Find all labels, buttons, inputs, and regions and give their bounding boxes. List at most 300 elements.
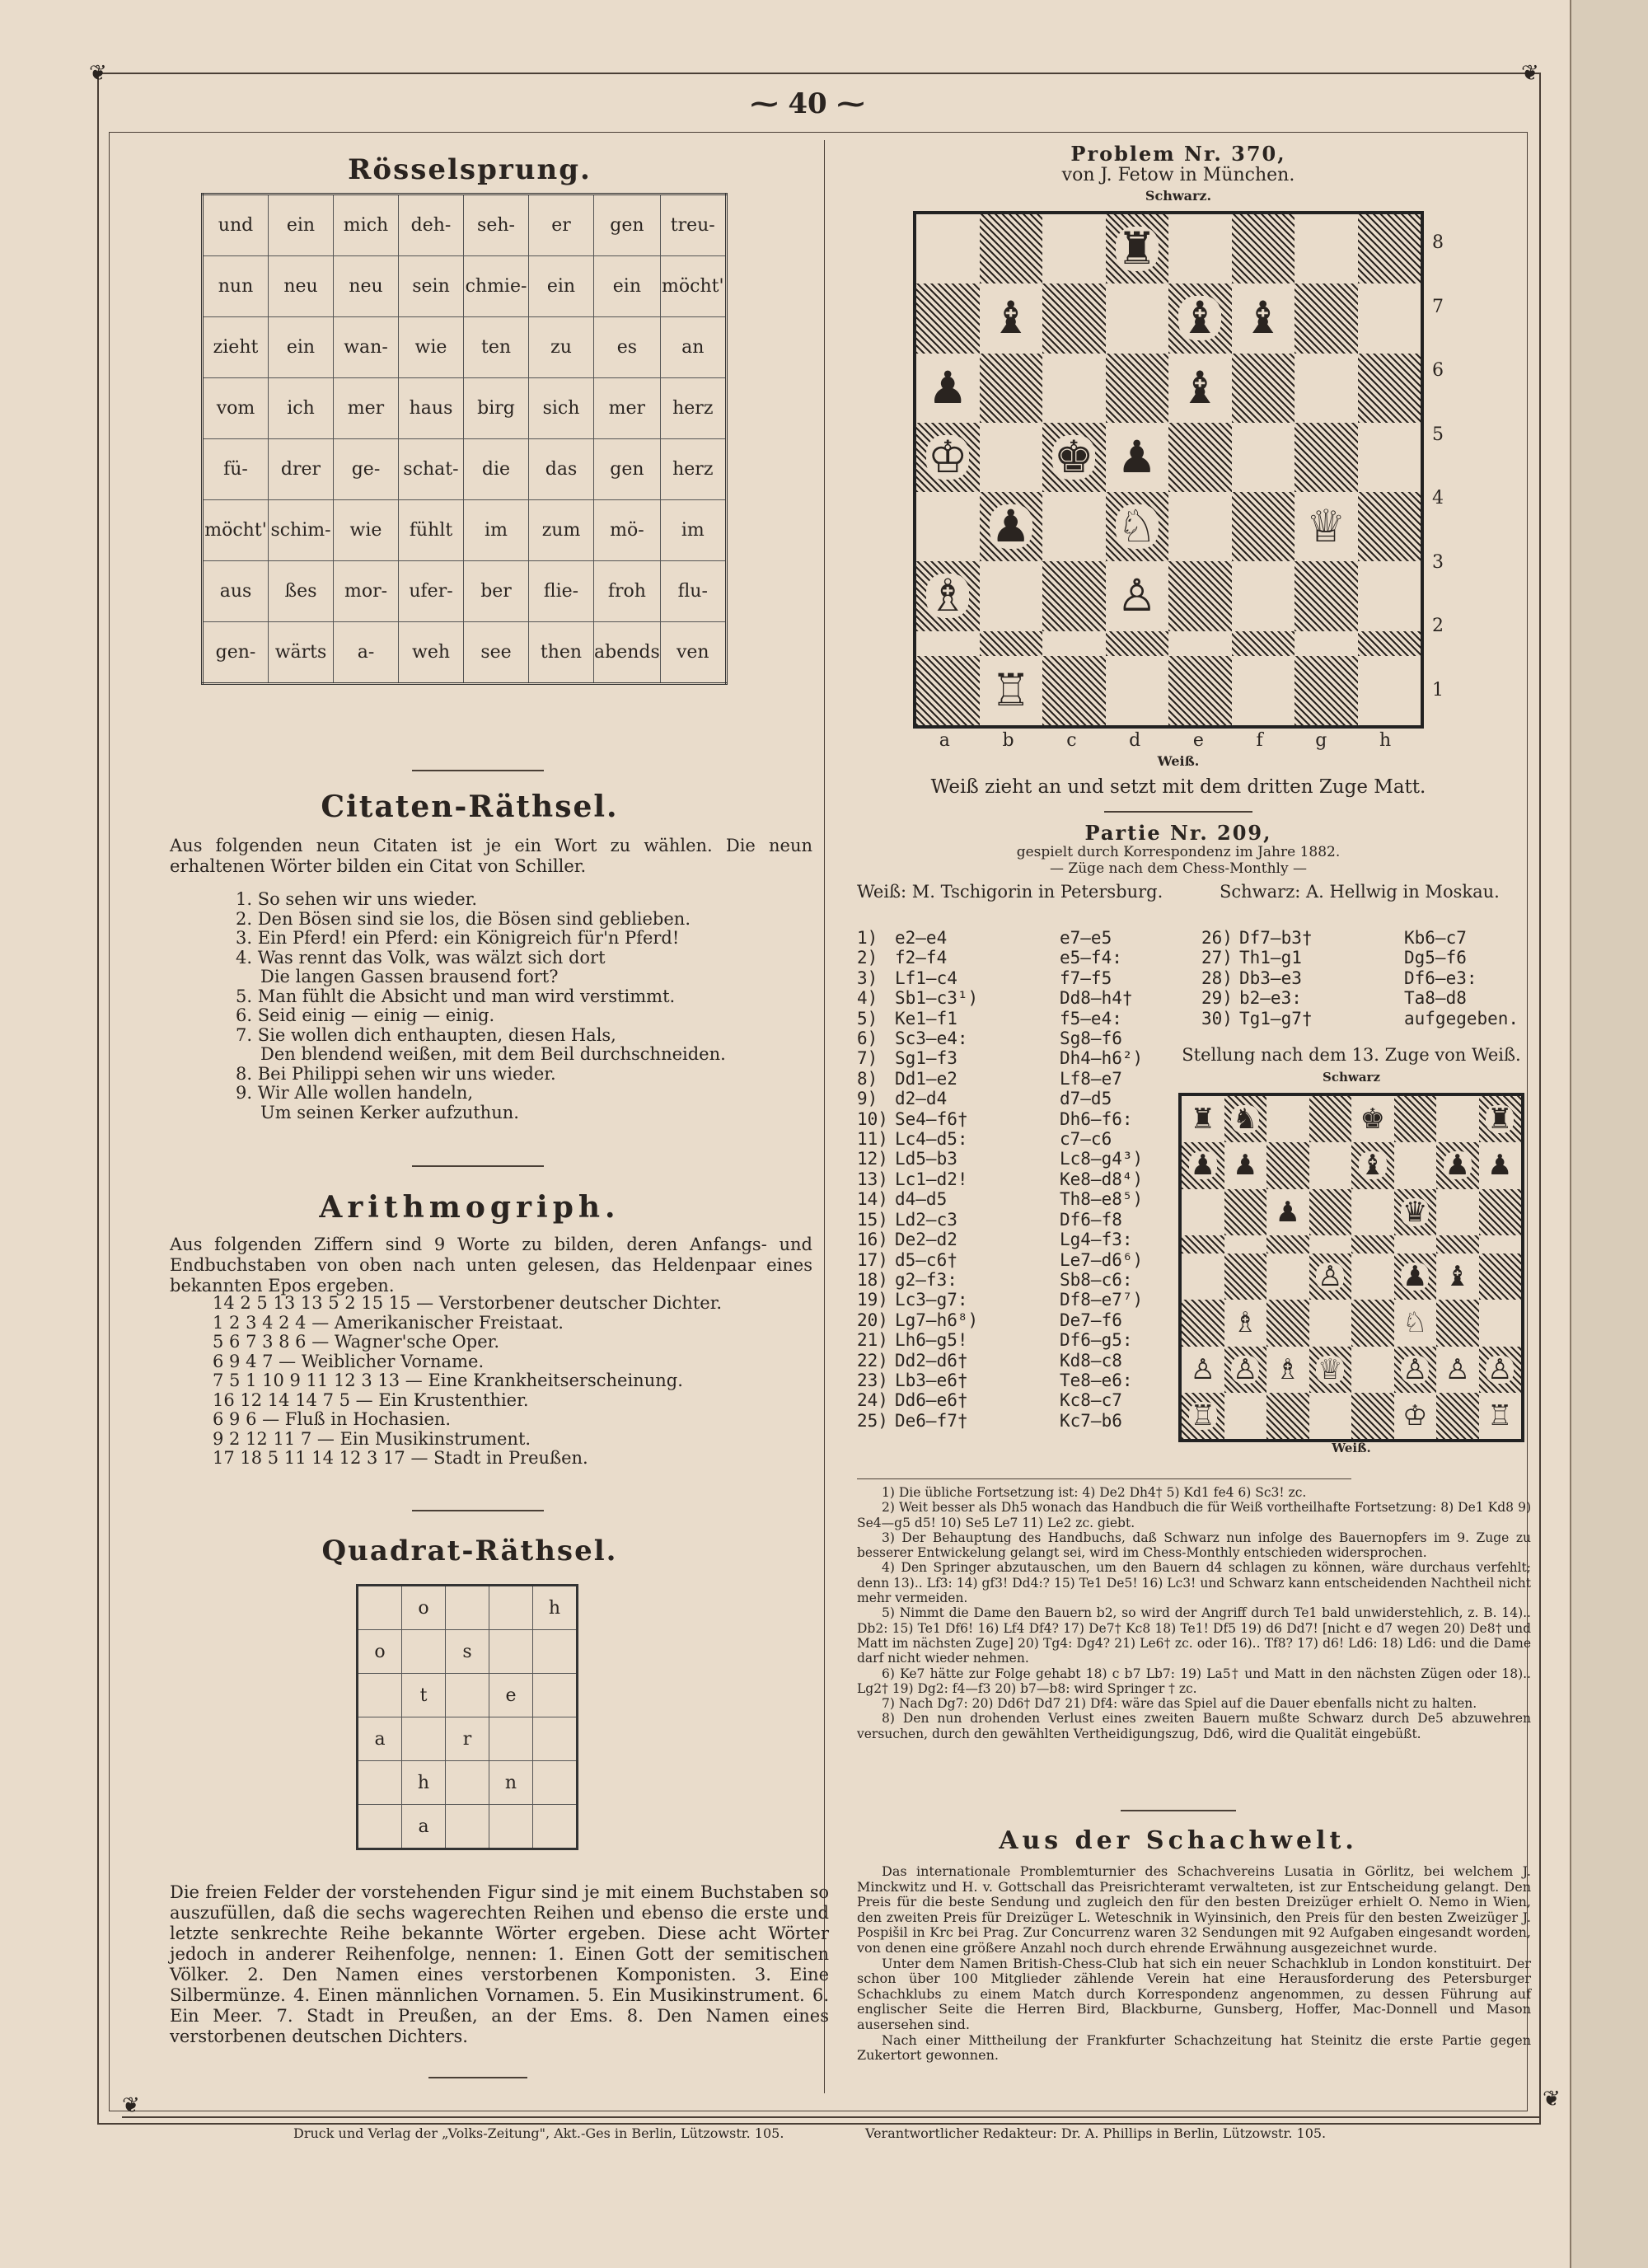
move-row (1201, 928, 1531, 948)
quad-cell: r (446, 1717, 489, 1761)
move-number: 3) (857, 968, 878, 988)
list-line: 8. Bei Philippi sehen wir uns wieder. (236, 1063, 556, 1084)
black-move: De7—f6 (1060, 1310, 1122, 1330)
chess-piece-icon: ♗ (1233, 1306, 1258, 1340)
footnote-item: 4) Den Springer abzutauschen, um den Bauern d4 schlagen zu können, wäre durchaus verfehlt; denn 13).. Lf3: 14) gf3! Dd4:? 15) Te1 De5! 16) Lc3! und Schwarz kann entscheidenden Nachtheil nicht mehr vermeiden. (857, 1560, 1531, 1606)
white-move: d4—d5 (895, 1189, 948, 1210)
board-square (1106, 492, 1169, 561)
footnote-item: 7) Nach Dg7: 20) Dd6† Dd7 21) Df4: wäre das Spiel auf die Dauer ebenfalls nicht zu halten. (882, 1696, 1477, 1712)
problem-caption: Weiß zieht an und setzt mit dem dritten Zuge Matt. (930, 776, 1426, 798)
list-line: 3. Ein Pferd! ein Pferd: ein Königreich für'n Pferd! (236, 928, 680, 948)
grid-cell: mer (334, 378, 399, 439)
board-square (1295, 284, 1358, 353)
citaten-title: Citaten-Räthsel. (321, 790, 619, 824)
move-row (857, 948, 1203, 968)
board-square (1106, 214, 1169, 284)
quad-cell (446, 1586, 489, 1630)
board-square (980, 354, 1043, 423)
move-row (857, 928, 1203, 948)
schachwelt-paragraph: Nach einer Mittheilung der Frankfurter Schachzeitung hat Steinitz die erste Partie gegen Zukertort gewonnen. (857, 2031, 1531, 2064)
move-row (857, 1129, 1203, 1149)
chess-piece-icon: ♟ (928, 361, 968, 414)
chess-piece-icon: ♙ (1402, 1352, 1428, 1386)
board-square (1394, 1347, 1437, 1393)
grid-cell: aus (203, 561, 269, 622)
board-square (980, 631, 1043, 656)
move-row (857, 1250, 1203, 1270)
board-square (1182, 1096, 1224, 1142)
move-row (857, 1310, 1203, 1330)
move-row (857, 1069, 1203, 1089)
grid-cell: fühlt (399, 500, 464, 561)
grid-cell: ein (594, 256, 661, 317)
grid-cell: mer (594, 378, 661, 439)
chess-piece-icon: ♟ (990, 500, 1031, 553)
white-move: Db3—e3 (1239, 968, 1302, 988)
white-move: Sc3—e4: (895, 1029, 968, 1049)
grid-cell: wie (334, 500, 399, 561)
move-row (857, 1330, 1203, 1350)
black-move: f7—f5 (1060, 968, 1112, 988)
white-move: De6—f7† (895, 1410, 968, 1431)
quad-cell (358, 1761, 402, 1805)
board-square (1106, 423, 1169, 492)
board-square (1042, 284, 1106, 353)
rank-label: 6 (1432, 360, 1444, 382)
white-move: g2—f3: (895, 1269, 957, 1290)
rank-label: 1 (1432, 679, 1444, 701)
chess-piece-icon: ♝ (1180, 361, 1220, 414)
list-line: 7. Sie wollen dich enthaupten, diesen Hals, (236, 1024, 616, 1045)
chess-piece-icon: ♖ (1487, 1399, 1513, 1432)
grid-cell: a- (334, 622, 399, 684)
white-move: Th1—g1 (1239, 948, 1302, 968)
board-square (980, 214, 1043, 284)
citaten-intro: Aus folgenden neun Citaten ist je ein Wort zu wählen. Die neun erhaltenen Wörter bilden ein Citat von Schiller. (170, 836, 812, 876)
grid-cell: ein (269, 317, 334, 378)
board-square (1042, 492, 1106, 561)
board-square (1295, 656, 1358, 725)
move-number: 25) (857, 1410, 888, 1431)
list-line: 2. Den Bösen sind sie los, die Bösen sind geblieben. (236, 908, 691, 929)
grid-cell: seh- (464, 194, 529, 256)
arithmogriph-title: Arithmogriph. (319, 1190, 620, 1225)
grid-cell: fü- (203, 439, 269, 500)
chess-piece-icon: ♙ (1233, 1352, 1258, 1386)
grid-row (203, 500, 727, 561)
chess-piece-icon: ♜ (1117, 223, 1157, 275)
flourish-icon: ⁓ (750, 87, 779, 120)
grid-cell: gen (594, 439, 661, 500)
quad-row (358, 1717, 578, 1761)
stellung-title: Stellung nach dem 13. Zuge von Weiß. (1182, 1045, 1521, 1065)
grid-cell: möcht' (203, 500, 269, 561)
white-move: Lh6—g5! (895, 1330, 968, 1351)
board-square (1266, 1347, 1309, 1393)
board-square (1224, 1253, 1267, 1300)
chess-piece-icon: ♔ (1402, 1399, 1428, 1432)
chess-piece-icon: ♞ (1233, 1103, 1258, 1136)
board-square (1309, 1393, 1352, 1439)
chess-piece-icon: ♜ (1487, 1103, 1513, 1136)
move-row (857, 1189, 1203, 1209)
move-row (857, 1390, 1203, 1410)
grid-cell: gen- (203, 622, 269, 684)
chess-piece-icon: ♙ (1487, 1352, 1513, 1386)
grid-cell: mich (334, 194, 399, 256)
chess-piece-icon: ♗ (928, 569, 968, 622)
board-square (980, 561, 1043, 630)
grid-cell: es (594, 317, 661, 378)
quadrat-title: Quadrat-Räthsel. (321, 1535, 618, 1567)
black-move: e5—f4: (1060, 948, 1122, 968)
board-square (1436, 1300, 1479, 1346)
quad-cell (533, 1674, 578, 1717)
file-label: h (1379, 730, 1392, 751)
quadrat-text: Die freien Felder der vorstehenden Figur sind je mit einem Buchstaben so auszufüllen, daß die sechs wagerechten Reihen und ebenso die erste und letzte senkrechte Reihe bekannte Wörter ergeben. Diese acht Wörter jedoch in anderer Reihenfolge, nennen: 1. Einen Gott der semitischen Völker. 2. Den Namen eines verstorbenen Komponisten. 3. Eine Silbermünze. 4. Einen männlichen Vornamen. 5. Ein Musikinstrument. 6. Ein Meer. 7. Stadt in Preußen, an der Ems. 8. Den Namen eines verstorbenen deutschen Dichters. (170, 1882, 829, 2046)
board-square (980, 284, 1043, 353)
black-move: Dd8—h4† (1060, 988, 1133, 1009)
grid-cell: flie- (529, 561, 594, 622)
quad-cell (533, 1630, 578, 1674)
grid-cell: then (529, 622, 594, 684)
grid-cell: birg (464, 378, 529, 439)
grid-cell: treu- (660, 194, 726, 256)
board-square (1309, 1300, 1352, 1346)
move-number: 29) (1201, 988, 1233, 1009)
board-square (1106, 631, 1169, 656)
board-square (1224, 1235, 1267, 1253)
board-square (1358, 631, 1421, 656)
problem-title: Problem Nr. 370, (1070, 142, 1286, 166)
quad-row (358, 1805, 578, 1849)
grid-cell: möcht' (660, 256, 726, 317)
footnote-item: 8) Den nun drohenden Verlust eines zweiten Bauern mußte Schwarz durch De5 abzuwehren versuchen, durch den gewählten Vertheidigungszug, Dd6, wird die Qualität eingebüßt. (857, 1711, 1531, 1741)
board-square (1168, 656, 1232, 725)
move-row (857, 1109, 1203, 1129)
board-square (916, 492, 980, 561)
board-square (1106, 561, 1169, 630)
chess-piece-icon: ♙ (1117, 569, 1157, 622)
corner-ornament-icon: ❦ (122, 2093, 140, 2118)
divider (412, 770, 544, 771)
board-square (1351, 1189, 1394, 1235)
moves-list-left (857, 928, 1203, 1431)
board-square (916, 656, 980, 725)
board-square (1224, 1347, 1267, 1393)
board-square (1436, 1253, 1479, 1300)
list-line: Um seinen Kerker aufzuthun. (260, 1102, 519, 1122)
black-move: Ta8—d8 (1404, 988, 1467, 1009)
chess-piece-icon: ♝ (1180, 292, 1220, 344)
board-square (1479, 1300, 1522, 1346)
board-square (1266, 1235, 1309, 1253)
file-label: a (939, 730, 950, 751)
board-square (1182, 1253, 1224, 1300)
white-move: De2—d2 (895, 1230, 957, 1250)
move-row (857, 1149, 1203, 1169)
black-move: Df6—g5: (1060, 1330, 1133, 1351)
board-square (1042, 423, 1106, 492)
board-square (980, 423, 1043, 492)
partie-subtitle: gespielt durch Korrespondenz im Jahre 1882. (1016, 844, 1341, 860)
black-move: Kc7—b6 (1060, 1410, 1122, 1431)
citaten-list (236, 890, 812, 1122)
board-square (980, 656, 1043, 725)
file-label: f (1256, 730, 1263, 751)
footnote-item: 1) Die übliche Fortsetzung ist: 4) De2 Dh4† 5) Kd1 fe4 6) Sc3! zc. (882, 1485, 1307, 1500)
board-square (1232, 561, 1295, 630)
board-square (1309, 1189, 1352, 1235)
partie-title: Partie Nr. 209, (1084, 821, 1272, 845)
chess-piece-icon: ♚ (1360, 1103, 1385, 1136)
board-square (916, 354, 980, 423)
grid-cell: flu- (660, 561, 726, 622)
black-move: Sg8—f6 (1060, 1029, 1122, 1049)
move-number: 17) (857, 1249, 888, 1270)
black-move: d7—d5 (1060, 1089, 1112, 1109)
quad-cell (533, 1805, 578, 1849)
board-square (1168, 214, 1232, 284)
black-move: Lc8—g4³) (1060, 1149, 1144, 1169)
grid-cell: zum (529, 500, 594, 561)
black-move: Dh6—f6: (1060, 1108, 1133, 1129)
file-label: e (1192, 730, 1204, 751)
grid-cell: drer (269, 439, 334, 500)
grid-cell: deh- (399, 194, 464, 256)
quad-cell (489, 1586, 533, 1630)
move-row (1201, 1009, 1531, 1029)
move-row (857, 1169, 1203, 1189)
board-square (1351, 1235, 1394, 1253)
grid-cell: herz (660, 439, 726, 500)
footer-rule (122, 2116, 1539, 2118)
board-square (1042, 354, 1106, 423)
move-number: 10) (857, 1108, 888, 1129)
board-square (1479, 1347, 1522, 1393)
grid-cell: wan- (334, 317, 399, 378)
grid-cell: haus (399, 378, 464, 439)
white-move: e2—e4 (895, 928, 948, 948)
list-line: 6 9 4 7 — Weiblicher Vorname. (213, 1351, 485, 1371)
list-line: 16 12 14 14 7 5 — Ein Krustenthier. (213, 1389, 529, 1410)
board-square (1295, 423, 1358, 492)
move-row (857, 1351, 1203, 1371)
grid-cell: und (203, 194, 269, 256)
chess-piece-icon: ♟ (1487, 1149, 1513, 1183)
white-move: Lf1—c4 (895, 968, 957, 988)
problem-chessboard (913, 211, 1424, 729)
grid-cell: chmie- (464, 256, 529, 317)
move-number: 9) (857, 1089, 878, 1109)
board-square (1266, 1253, 1309, 1300)
list-line: Die langen Gassen brausend fort? (260, 967, 559, 986)
grid-cell: die (464, 439, 529, 500)
problem-black-label: Schwarz. (1145, 188, 1212, 204)
board-square (1182, 1235, 1224, 1253)
board-square (1042, 631, 1106, 656)
quad-cell: n (489, 1761, 533, 1805)
column-divider (824, 140, 825, 2093)
list-line: 9. Wir Alle wollen handeln, (236, 1083, 474, 1103)
chess-piece-icon: ♖ (990, 663, 1031, 716)
board-square (1232, 423, 1295, 492)
move-number: 20) (857, 1310, 888, 1330)
grid-row (203, 256, 727, 317)
grid-cell: mor- (334, 561, 399, 622)
quad-cell (446, 1761, 489, 1805)
corner-ornament-icon: ❦ (89, 61, 107, 86)
black-move: c7—c6 (1060, 1129, 1112, 1150)
move-row (857, 1048, 1203, 1068)
grid-cell: ufer- (399, 561, 464, 622)
move-number: 24) (857, 1390, 888, 1411)
black-move: Te8—e6: (1060, 1370, 1133, 1390)
white-move: Sb1—c3¹) (895, 988, 979, 1009)
board-square (1266, 1096, 1309, 1142)
grid-cell: neu (334, 256, 399, 317)
board-square (980, 492, 1043, 561)
move-number: 27) (1201, 948, 1233, 968)
quad-row (358, 1674, 578, 1717)
quadrat-grid (356, 1584, 578, 1850)
move-row (857, 1290, 1203, 1310)
quad-cell (358, 1586, 402, 1630)
rank-label: 8 (1432, 232, 1444, 254)
board-square (1351, 1347, 1394, 1393)
list-line: 5 6 7 3 8 6 — Wagner'sche Oper. (213, 1332, 500, 1352)
grid-row (203, 378, 727, 439)
schachwelt-paragraph: Das internationale Promblemturnier des Schachvereins Lusatia in Görlitz, bei welchem J. Minckwitz und H. v. Gottschall das Preisrichteramt verwalteten, ist zur Entscheidung gelangt. Den Preis für die beste Sendung und zugleich den für den besten Dreizüger erhielt O. Nemo in Wien, den zweiten Preis für Dreizüger L. Weteschnik in Wyinsinich, den Preis für den besten Zweizüger J. Pospišil in Krc bei Prag. Zur Concurrenz waren 32 Sendungen mit 92 Aufgaben eingesandt worden, von denen eine größere Anzahl noch durch ehrende Erwähnung ausgezeichnet wurde. (857, 1863, 1531, 1956)
chess-piece-icon: ♗ (1275, 1352, 1300, 1386)
board-square (1182, 1189, 1224, 1235)
chess-piece-icon: ♟ (1233, 1149, 1258, 1183)
grid-cell: vom (203, 378, 269, 439)
quad-row (358, 1761, 578, 1805)
move-row (857, 1029, 1203, 1048)
grid-cell: ßes (269, 561, 334, 622)
list-line: Den blendend weißen, mit dem Beil durchschneiden. (260, 1044, 726, 1064)
board-square (1358, 214, 1421, 284)
board-square (1309, 1347, 1352, 1393)
black-move: Lf8—e7 (1060, 1068, 1122, 1089)
footnote-item: 6) Ke7 hätte zur Folge gehabt 18) c b7 Lb7: 19) La5† und Matt in den nächsten Zügen oder 18).. Lg2† 19) Dg2: f4—f3 20) b7—b8: wird Springer † zc. (857, 1666, 1531, 1696)
grid-row (203, 561, 727, 622)
white-move: Lc1—d2! (895, 1169, 968, 1189)
board-square (1106, 284, 1169, 353)
rank-labels (1432, 211, 1457, 722)
move-number: 5) (857, 1008, 878, 1029)
move-number: 16) (857, 1230, 888, 1250)
white-move: Dd2—d6† (895, 1350, 968, 1371)
board-square (1436, 1189, 1479, 1235)
move-number: 21) (857, 1330, 888, 1351)
grid-cell: im (660, 500, 726, 561)
move-row (857, 1210, 1203, 1230)
black-move: f5—e4: (1060, 1008, 1122, 1029)
rank-label: 2 (1432, 616, 1444, 637)
white-move: Se4—f6† (895, 1108, 968, 1129)
schachwelt-text (857, 1864, 1531, 2064)
white-move: Ld2—c3 (895, 1209, 957, 1230)
board-square (1168, 561, 1232, 630)
board-square (1168, 492, 1232, 561)
divider (1104, 811, 1252, 813)
schachwelt-title: Aus der Schachwelt. (999, 1826, 1358, 1855)
black-player: Schwarz: A. Hellwig in Moskau. (1220, 882, 1500, 902)
board-square (1479, 1142, 1522, 1188)
footnote-item: 3) Der Behauptung des Handbuchs, daß Schwarz nun infolge des Bauernopfers im 9. Zuge zu besserer Entwickelung gelangt sei, wird im Chess-Monthly entschieden widersprochen. (857, 1530, 1531, 1561)
board-square (1394, 1235, 1437, 1253)
divider (412, 1510, 544, 1511)
grid-cell: ich (269, 378, 334, 439)
black-move: Dg5—f6 (1404, 948, 1467, 968)
board-square (1295, 214, 1358, 284)
chess-piece-icon: ♟ (1444, 1149, 1470, 1183)
board-square (1224, 1142, 1267, 1188)
rank-label: 5 (1432, 424, 1444, 445)
grid-row (203, 622, 727, 684)
footnote-item: 2) Weit besser als Dh5 wonach das Handbuch die für Weiß vortheilhafte Fortsetzung: 8) De1 Kd8 9) Se4—g5 d5! 10) Se5 Le7 11) Le2 zc. giebt. (857, 1500, 1531, 1530)
chess-piece-icon: ♜ (1190, 1103, 1215, 1136)
corner-ornament-icon: ❦ (1543, 2087, 1561, 2111)
move-number: 8) (857, 1068, 878, 1089)
list-line: 6 9 6 — Fluß in Hochasien. (213, 1409, 452, 1429)
grid-cell: weh (399, 622, 464, 684)
stellung-chessboard (1178, 1093, 1524, 1442)
move-number: 12) (857, 1149, 888, 1169)
board-square (1358, 354, 1421, 423)
board-square (1182, 1393, 1224, 1439)
quad-cell: o (358, 1630, 402, 1674)
board-square (1232, 284, 1295, 353)
board-square (1295, 561, 1358, 630)
black-move: Kb6—c7 (1404, 928, 1467, 948)
white-move: Sg1—f3 (895, 1048, 957, 1069)
grid-cell: nun (203, 256, 269, 317)
white-move: Lb3—e6† (895, 1370, 968, 1390)
roesselsprung-grid (201, 193, 728, 685)
board-square (1168, 631, 1232, 656)
grid-cell: wärts (269, 622, 334, 684)
chess-piece-icon: ♘ (1402, 1306, 1428, 1340)
board-square (916, 631, 980, 656)
black-move: Df8—e7⁷) (1060, 1290, 1144, 1310)
board-square (1182, 1142, 1224, 1188)
board-square (1358, 656, 1421, 725)
black-move: Th8—e8⁵) (1060, 1189, 1144, 1210)
move-number: 4) (857, 988, 878, 1009)
board-square (1295, 492, 1358, 561)
chess-piece-icon: ♕ (1306, 500, 1346, 553)
chess-piece-icon: ♘ (1117, 500, 1157, 553)
board-square (1309, 1235, 1352, 1253)
grid-cell: zu (529, 317, 594, 378)
board-square (916, 561, 980, 630)
rank-label: 3 (1432, 551, 1444, 573)
next-page-edge (1570, 0, 1648, 2268)
list-line: 1 2 3 4 2 4 — Amerikanischer Freistaat. (213, 1312, 564, 1333)
chess-piece-icon: ♝ (990, 292, 1031, 344)
chess-piece-icon: ♟ (1190, 1149, 1215, 1183)
board-square (1224, 1096, 1267, 1142)
board-square (1295, 354, 1358, 423)
list-line: 7 5 1 10 9 11 12 3 13 — Eine Krankheitserscheinung. (213, 1371, 683, 1390)
divider (412, 1165, 544, 1167)
board-square (1351, 1253, 1394, 1300)
chess-piece-icon: ♝ (1444, 1260, 1470, 1294)
white-move: Df7—b3† (1239, 928, 1313, 948)
